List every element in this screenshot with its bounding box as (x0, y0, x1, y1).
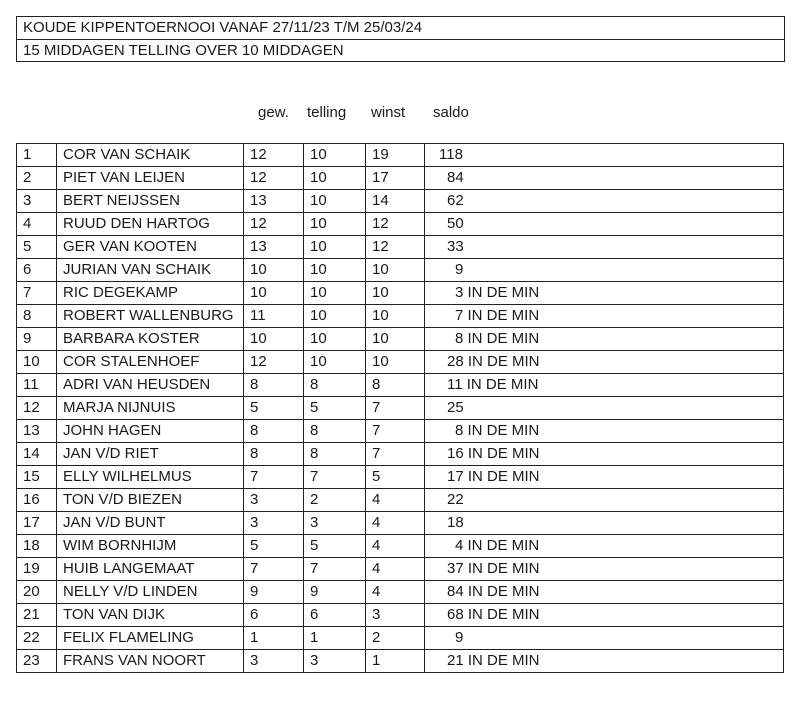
gew-cell: 11 (244, 305, 304, 328)
gew-cell: 5 (244, 535, 304, 558)
winst-cell: 12 (366, 213, 425, 236)
telling-cell: 10 (304, 167, 366, 190)
table-row (17, 167, 784, 190)
winst-cell: 4 (366, 489, 425, 512)
saldo-cell: 9 (425, 259, 784, 282)
gew-cell: 9 (244, 581, 304, 604)
name-cell: WIM BORNHIJM (57, 535, 244, 558)
standings-body (17, 144, 784, 673)
telling-cell: 8 (304, 374, 366, 397)
rank-cell: 2 (17, 167, 57, 190)
rank-cell: 20 (17, 581, 57, 604)
winst-cell: 10 (366, 328, 425, 351)
header-winst: winst (371, 104, 406, 121)
rank-cell: 19 (17, 558, 57, 581)
gew-cell: 7 (244, 466, 304, 489)
telling-cell: 1 (304, 627, 366, 650)
gew-cell: 1 (244, 627, 304, 650)
rank-cell: 13 (17, 420, 57, 443)
name-cell: JOHN HAGEN (57, 420, 244, 443)
winst-cell: 4 (366, 535, 425, 558)
saldo-cell: 16 IN DE MIN (425, 443, 784, 466)
name-cell: COR STALENHOEF (57, 351, 244, 374)
gew-cell: 10 (244, 282, 304, 305)
rank-cell: 23 (17, 650, 57, 673)
gew-cell: 8 (244, 374, 304, 397)
gew-cell: 3 (244, 489, 304, 512)
gew-cell: 8 (244, 420, 304, 443)
table-row (17, 512, 784, 535)
name-cell: RUUD DEN HARTOG (57, 213, 244, 236)
name-cell: NELLY V/D LINDEN (57, 581, 244, 604)
saldo-cell: 84 IN DE MIN (425, 581, 784, 604)
saldo-cell: 62 (425, 190, 784, 213)
saldo-cell: 118 (425, 144, 784, 167)
saldo-cell: 7 IN DE MIN (425, 305, 784, 328)
winst-cell: 7 (366, 443, 425, 466)
telling-cell: 9 (304, 581, 366, 604)
telling-cell: 10 (304, 328, 366, 351)
telling-cell: 5 (304, 535, 366, 558)
saldo-cell: 28 IN DE MIN (425, 351, 784, 374)
table-row (17, 374, 784, 397)
saldo-cell: 22 (425, 489, 784, 512)
rank-cell: 3 (17, 190, 57, 213)
table-row (17, 604, 784, 627)
winst-cell: 4 (366, 558, 425, 581)
saldo-cell: 18 (425, 512, 784, 535)
gew-cell: 8 (244, 443, 304, 466)
rank-cell: 16 (17, 489, 57, 512)
document-title: KOUDE KIPPENTOERNOOI VANAF 27/11/23 T/M 25/03/24 (23, 19, 423, 36)
table-row (17, 282, 784, 305)
table-row (17, 627, 784, 650)
telling-cell: 6 (304, 604, 366, 627)
saldo-cell: 25 (425, 397, 784, 420)
name-cell: FELIX FLAMELING (57, 627, 244, 650)
saldo-cell: 17 IN DE MIN (425, 466, 784, 489)
rank-cell: 1 (17, 144, 57, 167)
telling-cell: 8 (304, 420, 366, 443)
telling-cell: 5 (304, 397, 366, 420)
table-row (17, 581, 784, 604)
name-cell: ELLY WILHELMUS (57, 466, 244, 489)
name-cell: PIET VAN LEIJEN (57, 167, 244, 190)
title-box (16, 16, 785, 62)
winst-cell: 10 (366, 305, 425, 328)
table-row (17, 466, 784, 489)
winst-cell: 8 (366, 374, 425, 397)
winst-cell: 19 (366, 144, 425, 167)
gew-cell: 7 (244, 558, 304, 581)
table-row (17, 236, 784, 259)
gew-cell: 13 (244, 190, 304, 213)
table-row (17, 259, 784, 282)
name-cell: GER VAN KOOTEN (57, 236, 244, 259)
winst-cell: 7 (366, 420, 425, 443)
telling-cell: 3 (304, 512, 366, 535)
table-row (17, 558, 784, 581)
rank-cell: 7 (17, 282, 57, 305)
gew-cell: 12 (244, 167, 304, 190)
winst-cell: 3 (366, 604, 425, 627)
name-cell: ADRI VAN HEUSDEN (57, 374, 244, 397)
saldo-cell: 11 IN DE MIN (425, 374, 784, 397)
winst-cell: 4 (366, 581, 425, 604)
name-cell: FRANS VAN NOORT (57, 650, 244, 673)
rank-cell: 15 (17, 466, 57, 489)
gew-cell: 5 (244, 397, 304, 420)
header-gew: gew. (258, 104, 289, 121)
telling-cell: 10 (304, 305, 366, 328)
name-cell: HUIB LANGEMAAT (57, 558, 244, 581)
gew-cell: 12 (244, 351, 304, 374)
table-row (17, 144, 784, 167)
header-saldo: saldo (433, 104, 469, 121)
rank-cell: 5 (17, 236, 57, 259)
telling-cell: 10 (304, 282, 366, 305)
saldo-cell: 8 IN DE MIN (425, 328, 784, 351)
winst-cell: 10 (366, 282, 425, 305)
rank-cell: 14 (17, 443, 57, 466)
name-cell: RIC DEGEKAMP (57, 282, 244, 305)
name-cell: TON V/D BIEZEN (57, 489, 244, 512)
winst-cell: 10 (366, 351, 425, 374)
rank-cell: 21 (17, 604, 57, 627)
saldo-cell: 21 IN DE MIN (425, 650, 784, 673)
table-row (17, 535, 784, 558)
name-cell: TON VAN DIJK (57, 604, 244, 627)
rank-cell: 12 (17, 397, 57, 420)
gew-cell: 10 (244, 328, 304, 351)
gew-cell: 12 (244, 213, 304, 236)
table-row (17, 443, 784, 466)
rank-cell: 22 (17, 627, 57, 650)
table-row (17, 213, 784, 236)
rank-cell: 17 (17, 512, 57, 535)
column-headers (0, 104, 799, 126)
winst-cell: 7 (366, 397, 425, 420)
winst-cell: 1 (366, 650, 425, 673)
winst-cell: 10 (366, 259, 425, 282)
telling-cell: 7 (304, 558, 366, 581)
name-cell: JAN V/D RIET (57, 443, 244, 466)
table-row (17, 397, 784, 420)
saldo-cell: 84 (425, 167, 784, 190)
name-cell: JAN V/D BUNT (57, 512, 244, 535)
saldo-cell: 33 (425, 236, 784, 259)
table-row (17, 420, 784, 443)
saldo-cell: 3 IN DE MIN (425, 282, 784, 305)
name-cell: COR VAN SCHAIK (57, 144, 244, 167)
gew-cell: 6 (244, 604, 304, 627)
gew-cell: 10 (244, 259, 304, 282)
winst-cell: 17 (366, 167, 425, 190)
saldo-cell: 9 (425, 627, 784, 650)
table-row (17, 489, 784, 512)
standings-table (16, 143, 784, 673)
name-cell: BARBARA KOSTER (57, 328, 244, 351)
winst-cell: 5 (366, 466, 425, 489)
document-subtitle: 15 MIDDAGEN TELLING OVER 10 MIDDAGEN (17, 39, 784, 61)
header-telling: telling (307, 104, 347, 121)
telling-cell: 3 (304, 650, 366, 673)
table-row (17, 650, 784, 673)
winst-cell: 2 (366, 627, 425, 650)
telling-cell: 10 (304, 351, 366, 374)
gew-cell: 3 (244, 512, 304, 535)
name-cell: JURIAN VAN SCHAIK (57, 259, 244, 282)
gew-cell: 12 (244, 144, 304, 167)
saldo-cell: 50 (425, 213, 784, 236)
name-cell: BERT NEIJSSEN (57, 190, 244, 213)
table-row (17, 328, 784, 351)
rank-cell: 18 (17, 535, 57, 558)
rank-cell: 4 (17, 213, 57, 236)
saldo-cell: 4 IN DE MIN (425, 535, 784, 558)
telling-cell: 10 (304, 144, 366, 167)
rank-cell: 10 (17, 351, 57, 374)
winst-cell: 14 (366, 190, 425, 213)
winst-cell: 4 (366, 512, 425, 535)
telling-cell: 10 (304, 213, 366, 236)
saldo-cell: 37 IN DE MIN (425, 558, 784, 581)
telling-cell: 2 (304, 489, 366, 512)
telling-cell: 10 (304, 190, 366, 213)
telling-cell: 7 (304, 466, 366, 489)
table-row (17, 190, 784, 213)
table-row (17, 351, 784, 374)
rank-cell: 8 (17, 305, 57, 328)
table-row (17, 305, 784, 328)
telling-cell: 10 (304, 236, 366, 259)
gew-cell: 3 (244, 650, 304, 673)
winst-cell: 12 (366, 236, 425, 259)
telling-cell: 10 (304, 259, 366, 282)
rank-cell: 6 (17, 259, 57, 282)
telling-cell: 8 (304, 443, 366, 466)
rank-cell: 9 (17, 328, 57, 351)
saldo-cell: 68 IN DE MIN (425, 604, 784, 627)
rank-cell: 11 (17, 374, 57, 397)
saldo-cell: 8 IN DE MIN (425, 420, 784, 443)
name-cell: MARJA NIJNUIS (57, 397, 244, 420)
gew-cell: 13 (244, 236, 304, 259)
name-cell: ROBERT WALLENBURG (57, 305, 244, 328)
